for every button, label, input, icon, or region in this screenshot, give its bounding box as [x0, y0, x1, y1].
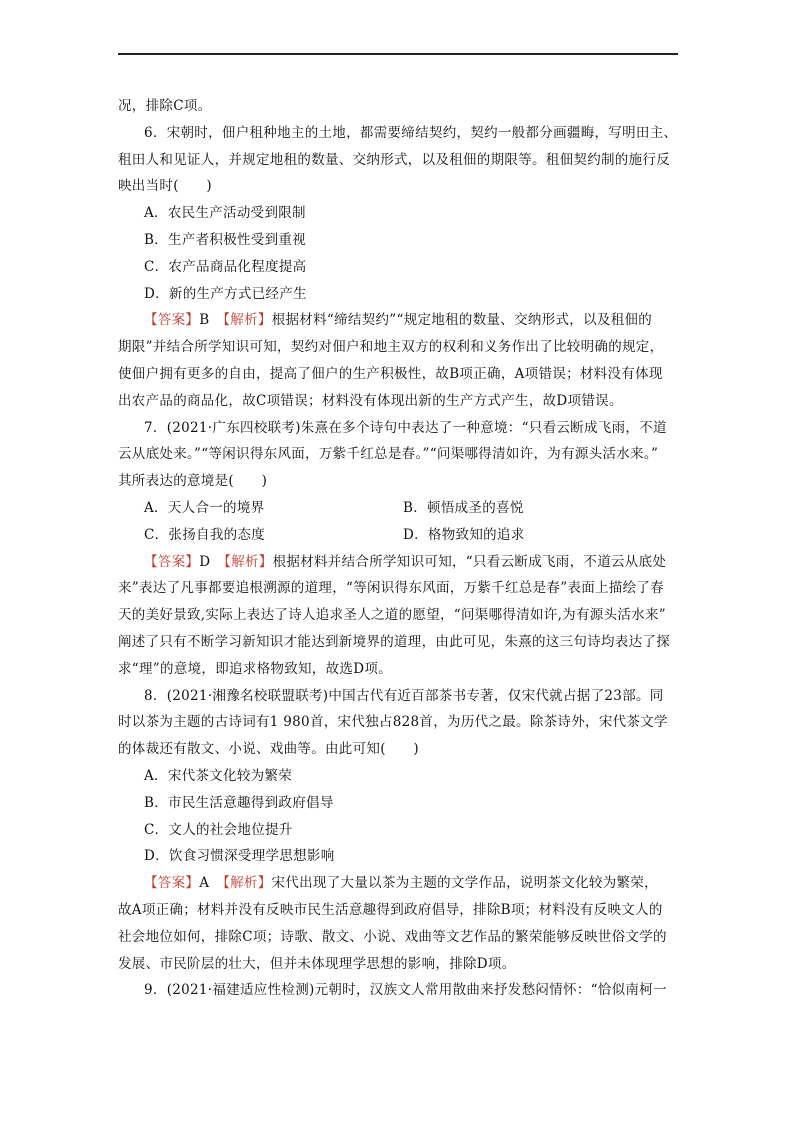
q8-stem-line: 的体裁还有散文、小说、戏曲等。由此可知( )	[118, 741, 419, 758]
analysis-text: 根据材料“缔结契约”“规定地租的数量、交纳形式，以及租佃的	[271, 312, 653, 329]
q6-stem-line: 6．宋朝时，佃户租种地主的土地，都需要缔结契约，契约一般都分画疆畮，写明田主、	[144, 124, 678, 141]
q8-option-a: A．宋代茶文化较为繁荣	[144, 767, 293, 784]
q6-analysis-line: 期限”并结合所学知识可知，契约对佃户和地主双方的权利和义务作出了比较明确的规定，	[118, 339, 664, 356]
q8-analysis-line: 故A项正确；材料并没有反映市民生活意趣得到政府倡导，排除B项；材料没有反映文人的	[118, 901, 663, 918]
q7-option-b: B．顿悟成圣的喜悦	[403, 499, 524, 516]
q7-analysis-line: 天的美好景致,实际上表达了诗人追求圣人之道的愿望，“问渠哪得清如许,为有源头活水来”	[118, 607, 666, 624]
q7-option-a: A．天人合一的境界	[144, 499, 265, 516]
q8-option-b: B．市民生活意趣得到政府倡导	[144, 794, 334, 811]
q6-answer-analysis	[118, 307, 680, 334]
q8-answer-analysis	[118, 870, 680, 897]
q7-option-d: D．格物致知的追求	[403, 526, 525, 543]
q6-option-c: C．农产品商品化程度提高	[144, 258, 307, 275]
q8-analysis-line: 发展、市民阶层的壮大，但并未体现理学思想的影响，排除D项。	[118, 955, 516, 972]
header-rule	[118, 53, 678, 55]
q7-analysis-line: 来”表达了凡事都要追根溯源的道理，“等闲识得东风面，万紫千红总是春”表面上描绘了春	[118, 580, 665, 597]
question-9	[118, 977, 680, 1004]
question-7	[118, 415, 680, 683]
q8-option-c: C．文人的社会地位提升	[144, 821, 293, 838]
analysis-text: 根据材料并结合所学知识可知，“只看云断成飞雨，不道云从底处	[272, 553, 667, 570]
analysis-tag: 【解析】	[224, 553, 273, 570]
q6-option-b: B．生产者积极性受到重视	[144, 231, 307, 248]
q7-stem-line: 云从底处来。”“等闲识得东风面，万紫千红总是春。”“问渠哪得清如许，为有源头活水来。”	[118, 446, 659, 463]
q7-stem-line: 7．(2021·广东四校联考)朱熹在多个诗句中表达了一种意境：“只看云断成飞雨，不道	[144, 419, 667, 436]
q8-option-d: D．饮食习惯深受理学思想影响	[144, 848, 335, 865]
q8-stem-line: 8．(2021·湘豫名校联盟联考)中国古代有近百部茶书专著，仅宋代就占据了23部。同	[144, 687, 664, 704]
q8-analysis-line: 社会地位如何，排除C项；诗歌、散文、小说、戏曲等文艺作品的繁荣能够反映世俗文学的	[118, 928, 667, 945]
q6-stem-line: 映出当时( )	[118, 178, 212, 195]
q7-analysis-line: 求“理”的意境，即追求格物致知，故选D项。	[118, 660, 392, 677]
question-8	[118, 683, 680, 978]
answer-value: B	[199, 312, 210, 329]
answer-value: A	[199, 875, 210, 892]
analysis-text: 宋代出现了大量以茶为主题的文学作品，说明茶文化较为繁荣，	[271, 875, 658, 892]
q6-analysis-line: 使佃户拥有更多的自由，提高了佃户的生产积极性，故B项正确，A项错误；材料没有体现	[118, 365, 663, 382]
q6-analysis-line: 出农产品的商品化，故C项错误；材料没有体现出新的生产方式产生，故D项错误。	[118, 392, 623, 409]
q7-options-row	[118, 495, 680, 522]
q7-options-row	[118, 522, 680, 549]
q6-option-a: A．农民生产活动受到限制	[144, 205, 306, 222]
answer-tag: 【答案】	[144, 312, 200, 329]
q6-stem-line: 租田人和见证人，并规定地租的数量、交纳形式，以及租佃的期限等。租佃契约制的施行反	[118, 151, 670, 168]
question-6	[118, 120, 680, 415]
q6-option-d: D．新的生产方式已经产生	[144, 285, 307, 302]
answer-tag: 【答案】	[144, 553, 200, 570]
q7-stem-line: 其所表达的意境是( )	[118, 473, 268, 490]
q7-option-c: C．张扬自我的态度	[144, 526, 266, 543]
q7-analysis-line: 阐述了只有不断学习新知识才能达到新境界的道理，由此可见，朱熹的这三句诗均表达了探	[118, 633, 670, 650]
answer-tag: 【答案】	[144, 875, 200, 892]
continuation-line: 况，排除C项。	[118, 98, 212, 114]
analysis-tag: 【解析】	[223, 875, 272, 892]
analysis-tag: 【解析】	[223, 312, 272, 329]
q8-stem-line: 时以茶为主题的古诗词有1 980首，宋代独占828首，为历代之最。除茶诗外，宋代茶文学	[118, 714, 668, 731]
q9-stem-line: 9．(2021·福建适应性检测)元朝时，汉族文人常用散曲来抒发愁闷情怀：“恰似南柯一	[144, 982, 667, 999]
q7-answer-analysis	[118, 549, 680, 576]
answer-value: D	[199, 553, 211, 570]
content	[118, 93, 680, 1004]
